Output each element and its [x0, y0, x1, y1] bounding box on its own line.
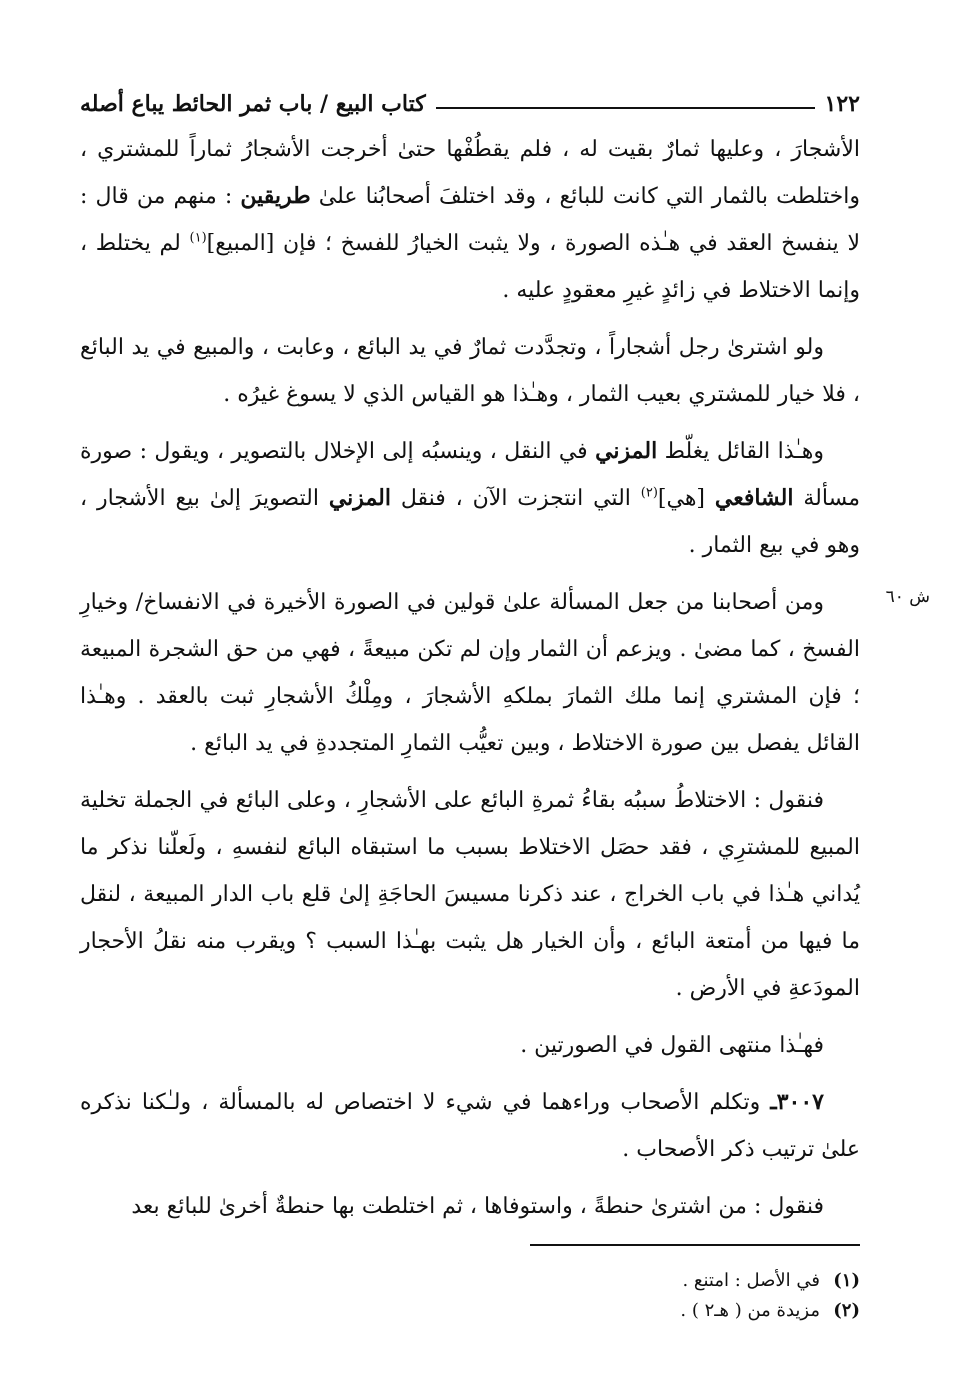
- text-run: ولو اشترىٰ رجل أشجاراً ، وتجدَّدت ثمارٌ في يد البائع ، وعابت ، والمبيع في يد البائع ، فلا خيار للمشتري بعيب الثمار ، وهـٰذا هو القياس الذي لا يسوغ غيرُه .: [80, 335, 860, 407]
- footnote-number: (١): [833, 1270, 860, 1291]
- bold-text: المزني: [595, 438, 658, 464]
- paragraph: [80, 428, 860, 569]
- text-run: [هي]: [657, 486, 715, 511]
- footnote: [80, 1296, 860, 1326]
- text-run: لم يختلط ، وإنما الاختلاط في زائدٍ غيرِ معقودٍ عليه .: [80, 231, 860, 303]
- paragraph-wrap: [80, 1022, 860, 1069]
- paragraph-wrap: [80, 1079, 860, 1173]
- paragraph: [80, 579, 860, 767]
- text-run: الأشجارَ ، وعليها ثمارٌ بقيت له ، فلم يقطُفْها حتىٰ أخرجت الأشجارُ ثماراً للمشتري ، واختلطت بالثمار التي كانت للبائع ، وقد اختلفَ أصحابُنا علىٰ: [80, 137, 861, 209]
- footnote-marker: (٢): [640, 485, 658, 501]
- text-run: وهـٰذا القائل يغلّط: [657, 439, 824, 464]
- text-run: وتكلم الأصحاب وراءهما في شيء لا اختصاص له بالمسألة ، ولـٰكنا نذكره علىٰ ترتيب ذكر الأصحاب .: [80, 1090, 860, 1162]
- footnote: [80, 1266, 860, 1296]
- text-run: في النقل ، وينسبُه إلى الإخلال بالتصوير ، ويقول : صورة مسألة: [80, 439, 860, 511]
- paragraph-wrap: [80, 126, 860, 314]
- margin-note: ش ٦٠: [885, 587, 930, 607]
- text-run: التي انتجزت الآن ، فنقل: [390, 486, 641, 511]
- paragraph-wrap: [80, 324, 860, 418]
- text-run: فنقول : الاختلاطُ سببُه بقاءُ ثمرةِ البائع على الأشجارِ ، وعلى البائع في الجملة تخلية المبيع للمشترِي ، فقد حصَل الاختلاط بسبب ما استبقاه البائع لنفسهِ ، ولَعلّنا نذكر ما يُداني هـٰذا في باب الخراج ، عند ذكرنا مسيسَ الحاجَةِ إلىٰ قلع باب الدار المبيعة ، لنقل ما فيها من أمتعة البائع ، وأن الخيار هل يثبت بهـٰذا السبب ؟ ويقرب منه نقلُ الأحجار المودَعةِ في الأرض .: [80, 788, 860, 1001]
- footnotes: [80, 1266, 860, 1326]
- paragraph-wrap: [80, 1183, 860, 1230]
- body-text: [80, 126, 930, 1230]
- bold-text: المزني: [328, 485, 391, 511]
- paragraph: [80, 126, 860, 314]
- paragraph: [80, 1022, 860, 1069]
- bold-text: الشافعي: [714, 485, 794, 511]
- text-run: فهـٰذا منتهى القول في الصورتين .: [520, 1033, 824, 1058]
- bold-text: ٣٠٠٧ـ: [770, 1089, 824, 1115]
- text-run: التصويرَ إلىٰ بيع الأشجار ، وهو في بيع الثمار .: [80, 486, 860, 558]
- page-header: [80, 86, 860, 122]
- footnote-number: (٢): [833, 1300, 860, 1321]
- paragraph: [80, 1183, 860, 1230]
- footnote-text: في الأصل : امتنع .: [682, 1270, 820, 1291]
- bold-text: طريقين: [240, 183, 311, 209]
- paragraph: [80, 324, 860, 418]
- paragraph-wrap: [80, 777, 860, 1012]
- text-run: فنقول : من اشترىٰ حنطةً ، واستوفاها ، ثم اختلطت بها حنطةٌ أخرىٰ للبائع بعد: [131, 1194, 824, 1219]
- footnote-marker: (١): [189, 230, 207, 246]
- paragraph: [80, 777, 860, 1012]
- paragraph-wrap: [80, 579, 930, 767]
- footnote-rule: [530, 1244, 860, 1246]
- header-rule: [436, 107, 815, 109]
- paragraph-wrap: [80, 428, 860, 569]
- text-run: ومن أصحابنا من جعل المسألة علىٰ قولين في الصورة الأخيرة في الانفساخ/ وخيارِ الفسخ ، كما مضىٰ . ويزعم أن الثمار وإن لم تكن مبيعةً ، فهي من حق الشجرة المبيعة ؛ فإن المشتري إنما ملك الثمارَ بملكهِ الأشجارَ ، ومِلْكُ الأشجارِ ثبت بالعقد . وهـٰذا القائل يفصل بين صورة الاختلاط ، وبين تعيُّب الثمارِ المتجددةِ في يد البائع .: [80, 590, 860, 756]
- footnote-text: مزيدة من ( هـ٢ ) .: [680, 1300, 820, 1321]
- running-title: كتاب البيع / باب ثمر الحائط يباع أصله: [80, 91, 426, 117]
- paragraph: [80, 1079, 860, 1173]
- page: [80, 86, 930, 1326]
- text-run: : منهم من قال : لا ينفسخ العقد في هـٰذه الصورة ، ولا يثبت الخيارُ للفسخ ؛ فإن [المبيع]: [80, 184, 860, 256]
- page-number: ١٢٢: [824, 91, 860, 117]
